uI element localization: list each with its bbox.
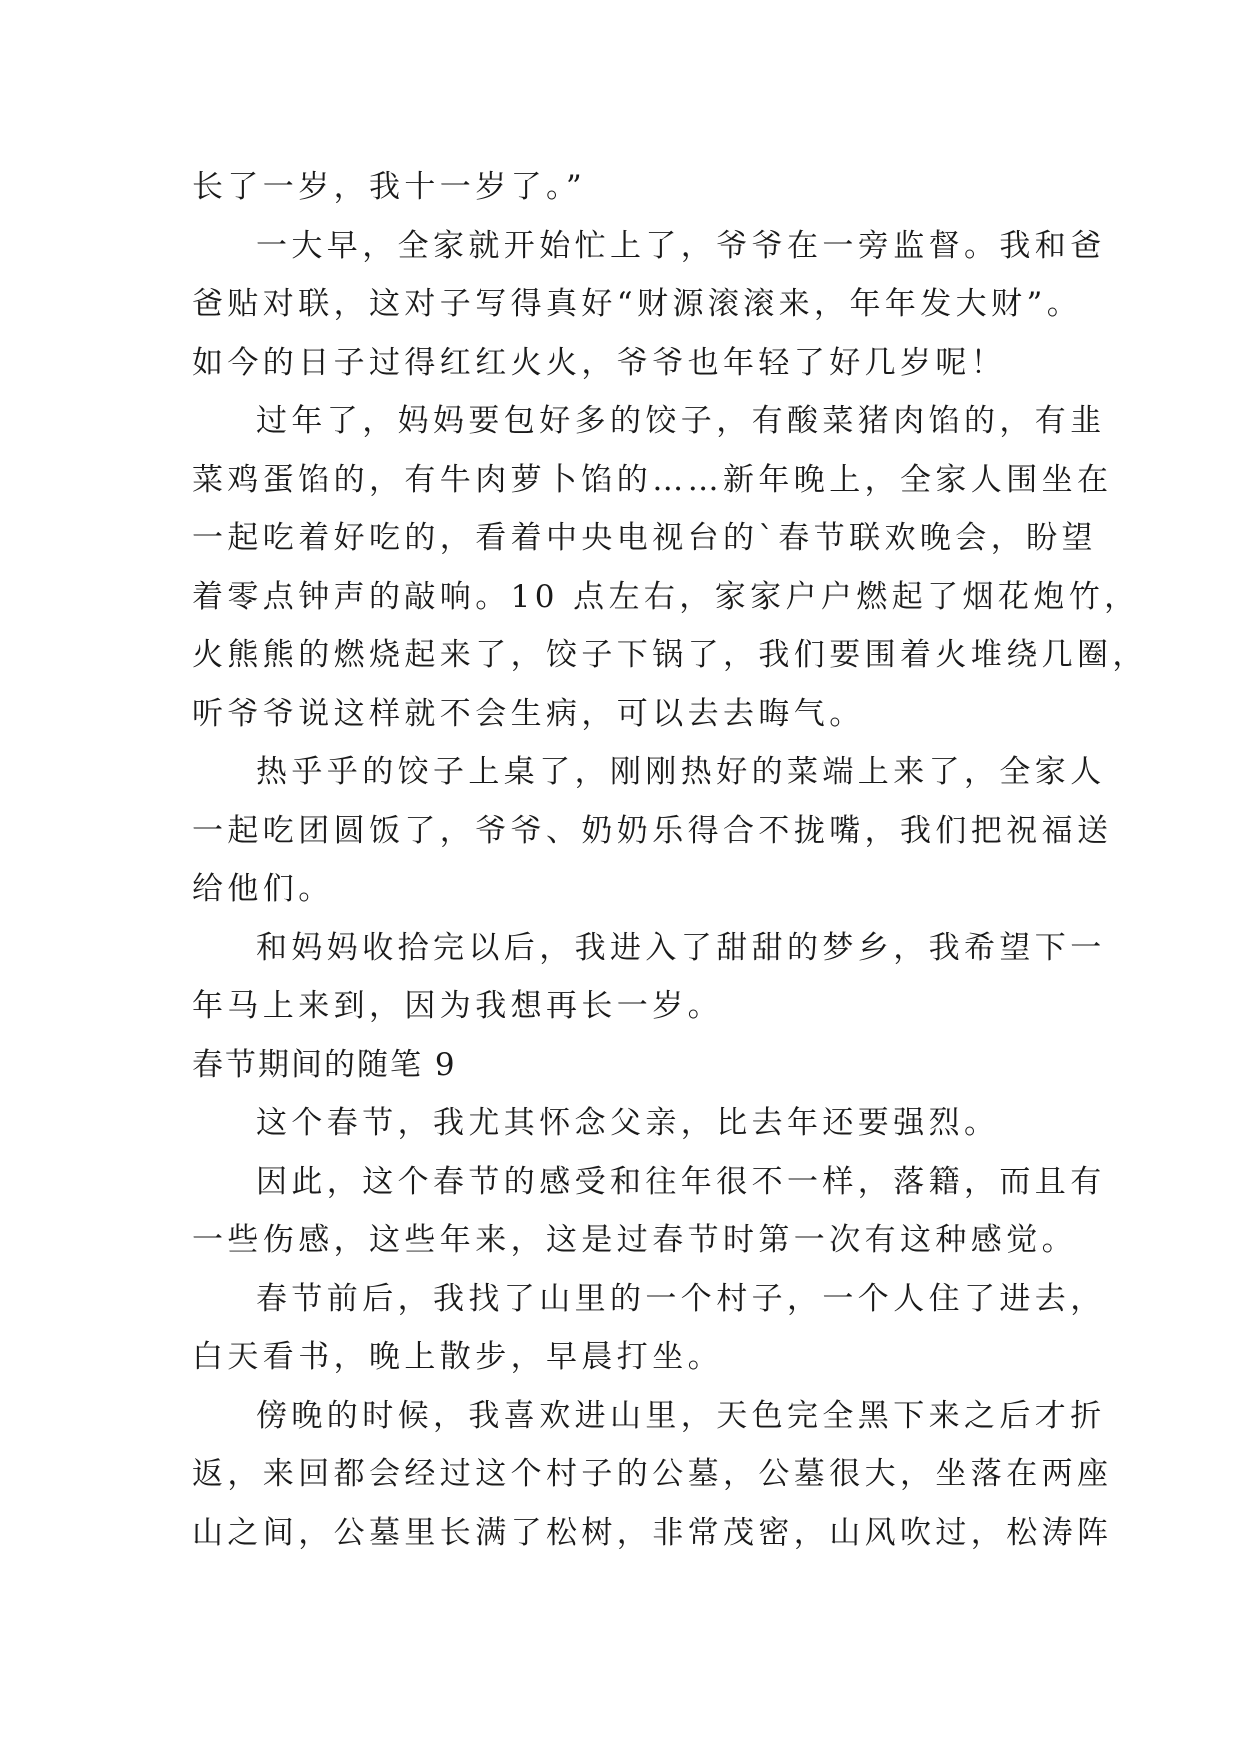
text-line: 长了一岁，我十一岁了。” [192, 169, 587, 205]
text-line: 和妈妈收拾完以后，我进入了甜甜的梦乡，我希望下一 [256, 929, 1106, 966]
text-line: 热乎乎的饺子上桌了，刚刚热好的菜端上来了，全家人 [256, 754, 1106, 790]
text-line: 听爷爷说这样就不会生病，可以去去晦气。 [192, 695, 865, 732]
text-line: 如今的日子过得红红火火，爷爷也年轻了好几岁呢！ [192, 344, 1007, 381]
text-line: 返，来回都会经过这个村子的公墓，公墓很大，坐落在两座 [192, 1456, 1113, 1492]
text-line: 一些伤感，这些年来，这是过春节时第一次有这种感觉。 [192, 1222, 1077, 1258]
text-line: 给他们。 [192, 871, 334, 907]
text-line: 白天看书，晚上散步，早晨打坐。 [192, 1339, 723, 1375]
text-line: 春节前后，我找了山里的一个村子，一个人住了进去， [256, 1280, 1106, 1317]
text-line: 这个春节，我尤其怀念父亲，比去年还要强烈。 [256, 1105, 1000, 1141]
text-line: 山之间，公墓里长满了松树，非常茂密，山风吹过，松涛阵 [192, 1514, 1113, 1551]
text-line: 菜鸡蛋馅的，有牛肉萝卜馅的……新年晚上，全家人围坐在 [192, 461, 1113, 498]
text-line: 一起吃着好吃的，看着中央电视台的`春节联欢晚会，盼望 [192, 520, 1097, 556]
text-line: 因此，这个春节的感受和往年很不一样，落籍，而且有 [256, 1163, 1106, 1200]
text-line: 爸贴对联，这对子写得真好“财源滚滚来，年年发大财”。 [192, 286, 1083, 322]
text-line: 年马上来到，因为我想再长一岁。 [192, 988, 723, 1024]
text-line: 火熊熊的燃烧起来了，饺子下锅了，我们要围着火堆绕几圈， [192, 637, 1148, 673]
body-text [192, 158, 1148, 1562]
text-line: 一起吃团圆饭了，爷爷、奶奶乐得合不拢嘴，我们把祝福送 [192, 812, 1113, 849]
text-line: 着零点钟声的敲响。10 点左右，家家户户燃起了烟花炮竹， [192, 578, 1140, 615]
section-heading: 春节期间的随笔 9 [192, 1046, 457, 1083]
text-line: 一大早，全家就开始忙上了，爷爷在一旁监督。我和爸 [256, 227, 1106, 264]
text-line: 傍晚的时候，我喜欢进山里，天色完全黑下来之后才折 [256, 1397, 1106, 1434]
text-line: 过年了，妈妈要包好多的饺子，有酸菜猪肉馅的，有韭 [256, 403, 1106, 439]
